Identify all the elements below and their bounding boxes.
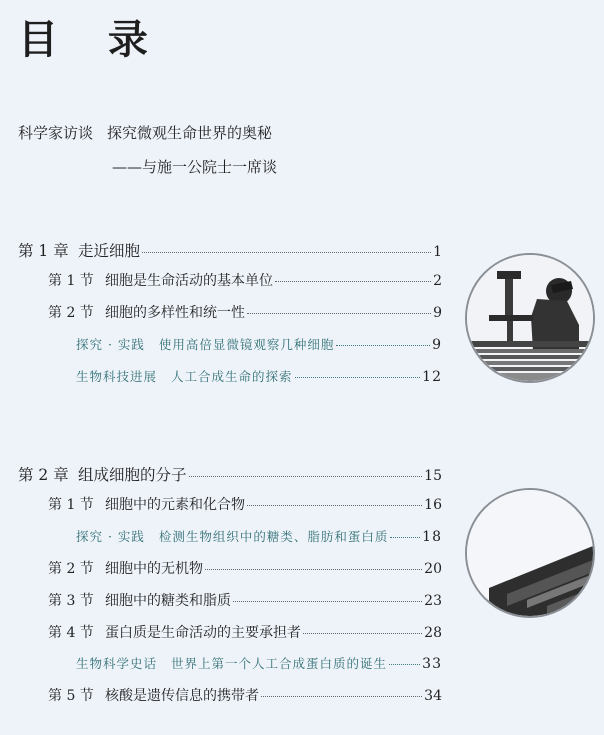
chapter-number: 第 2 章	[18, 466, 69, 484]
interview-heading	[18, 122, 272, 143]
dot-leader	[336, 345, 430, 346]
toc-chapter-1[interactable]	[18, 239, 442, 261]
section-title: 细胞中的无机物	[105, 561, 203, 577]
feature-label: 生物科技进展	[76, 369, 158, 384]
chapter-title: 走近细胞	[78, 242, 141, 260]
page-number: 23	[424, 593, 442, 609]
feature-title: 检测生物组织中的糖类、脂肪和蛋白质	[158, 529, 389, 544]
dot-leader	[247, 505, 422, 506]
microscope-photo	[465, 253, 595, 383]
section-number: 第 4 节	[48, 625, 94, 641]
page-title: 目 录	[18, 17, 166, 63]
section-number: 第 2 节	[48, 305, 94, 321]
section-number: 第 1 节	[48, 497, 94, 513]
molecular-texture-icon	[467, 490, 593, 616]
section-title: 细胞中的糖类和脂质	[105, 593, 231, 609]
toc-section-2-3[interactable]	[48, 590, 442, 610]
section-title: 细胞中的元素和化合物	[105, 497, 245, 513]
page-number: 1	[433, 244, 442, 260]
dot-leader	[233, 601, 422, 602]
page-number: 28	[424, 625, 442, 641]
toc-chapter-2[interactable]	[18, 463, 442, 485]
toc-feature-2-2[interactable]	[76, 654, 442, 672]
microscope-scientist-icon	[467, 255, 593, 381]
section-number: 第 5 节	[48, 688, 94, 704]
section-title: 核酸是遗传信息的携带者	[105, 688, 259, 704]
section-number: 第 1 节	[48, 273, 94, 289]
dot-leader	[295, 377, 421, 378]
dot-leader	[247, 313, 431, 314]
section-number: 第 3 节	[48, 593, 94, 609]
molecule-photo	[465, 488, 595, 618]
toc-section-2-5[interactable]	[48, 685, 442, 705]
section-number: 第 2 节	[48, 561, 94, 577]
chapter-number: 第 1 章	[18, 242, 69, 260]
dot-leader	[390, 537, 420, 538]
feature-title: 人工合成生命的探索	[171, 369, 293, 384]
interview-title: 探究微观生命世界的奥秘	[107, 124, 273, 142]
section-title: 蛋白质是生命活动的主要承担者	[105, 625, 301, 641]
feature-label: 探究 · 实践	[76, 529, 145, 544]
dot-leader	[261, 696, 422, 697]
toc-section-1-2[interactable]	[48, 302, 442, 322]
page-number: 9	[432, 337, 442, 353]
page-number: 2	[433, 273, 442, 289]
chapter-title: 组成细胞的分子	[78, 466, 187, 484]
section-title: 细胞是生命活动的基本单位	[105, 273, 273, 289]
toc-section-2-1[interactable]	[48, 494, 442, 514]
toc-feature-1-1[interactable]	[76, 335, 442, 353]
dot-leader	[205, 569, 422, 570]
dot-leader	[389, 664, 420, 665]
dot-leader	[275, 281, 431, 282]
page-number: 9	[433, 305, 442, 321]
feature-label: 生物科学史话	[76, 656, 158, 671]
toc-section-1-1[interactable]	[48, 270, 442, 290]
dot-leader	[142, 252, 431, 253]
dot-leader	[303, 633, 422, 634]
toc-section-2-2[interactable]	[48, 558, 442, 578]
page-number: 12	[422, 369, 442, 385]
toc-feature-1-2[interactable]	[76, 367, 442, 385]
section-title: 细胞的多样性和统一性	[105, 305, 245, 321]
page-number: 20	[424, 561, 442, 577]
toc-feature-2-1[interactable]	[76, 527, 442, 545]
toc-section-2-4[interactable]	[48, 622, 442, 642]
page-number: 34	[424, 688, 442, 704]
page-number: 16	[424, 497, 442, 513]
page-number: 15	[424, 468, 442, 484]
dot-leader	[189, 476, 423, 477]
page-number: 18	[422, 529, 442, 545]
feature-title: 世界上第一个人工合成蛋白质的诞生	[171, 656, 388, 671]
interview-label: 科学家访谈	[18, 124, 94, 142]
page-number: 33	[422, 656, 442, 672]
interview-subtitle: ——与施一公院士一席谈	[112, 158, 278, 176]
feature-title: 使用高倍显微镜观察几种细胞	[158, 337, 335, 352]
feature-label: 探究 · 实践	[76, 337, 145, 352]
